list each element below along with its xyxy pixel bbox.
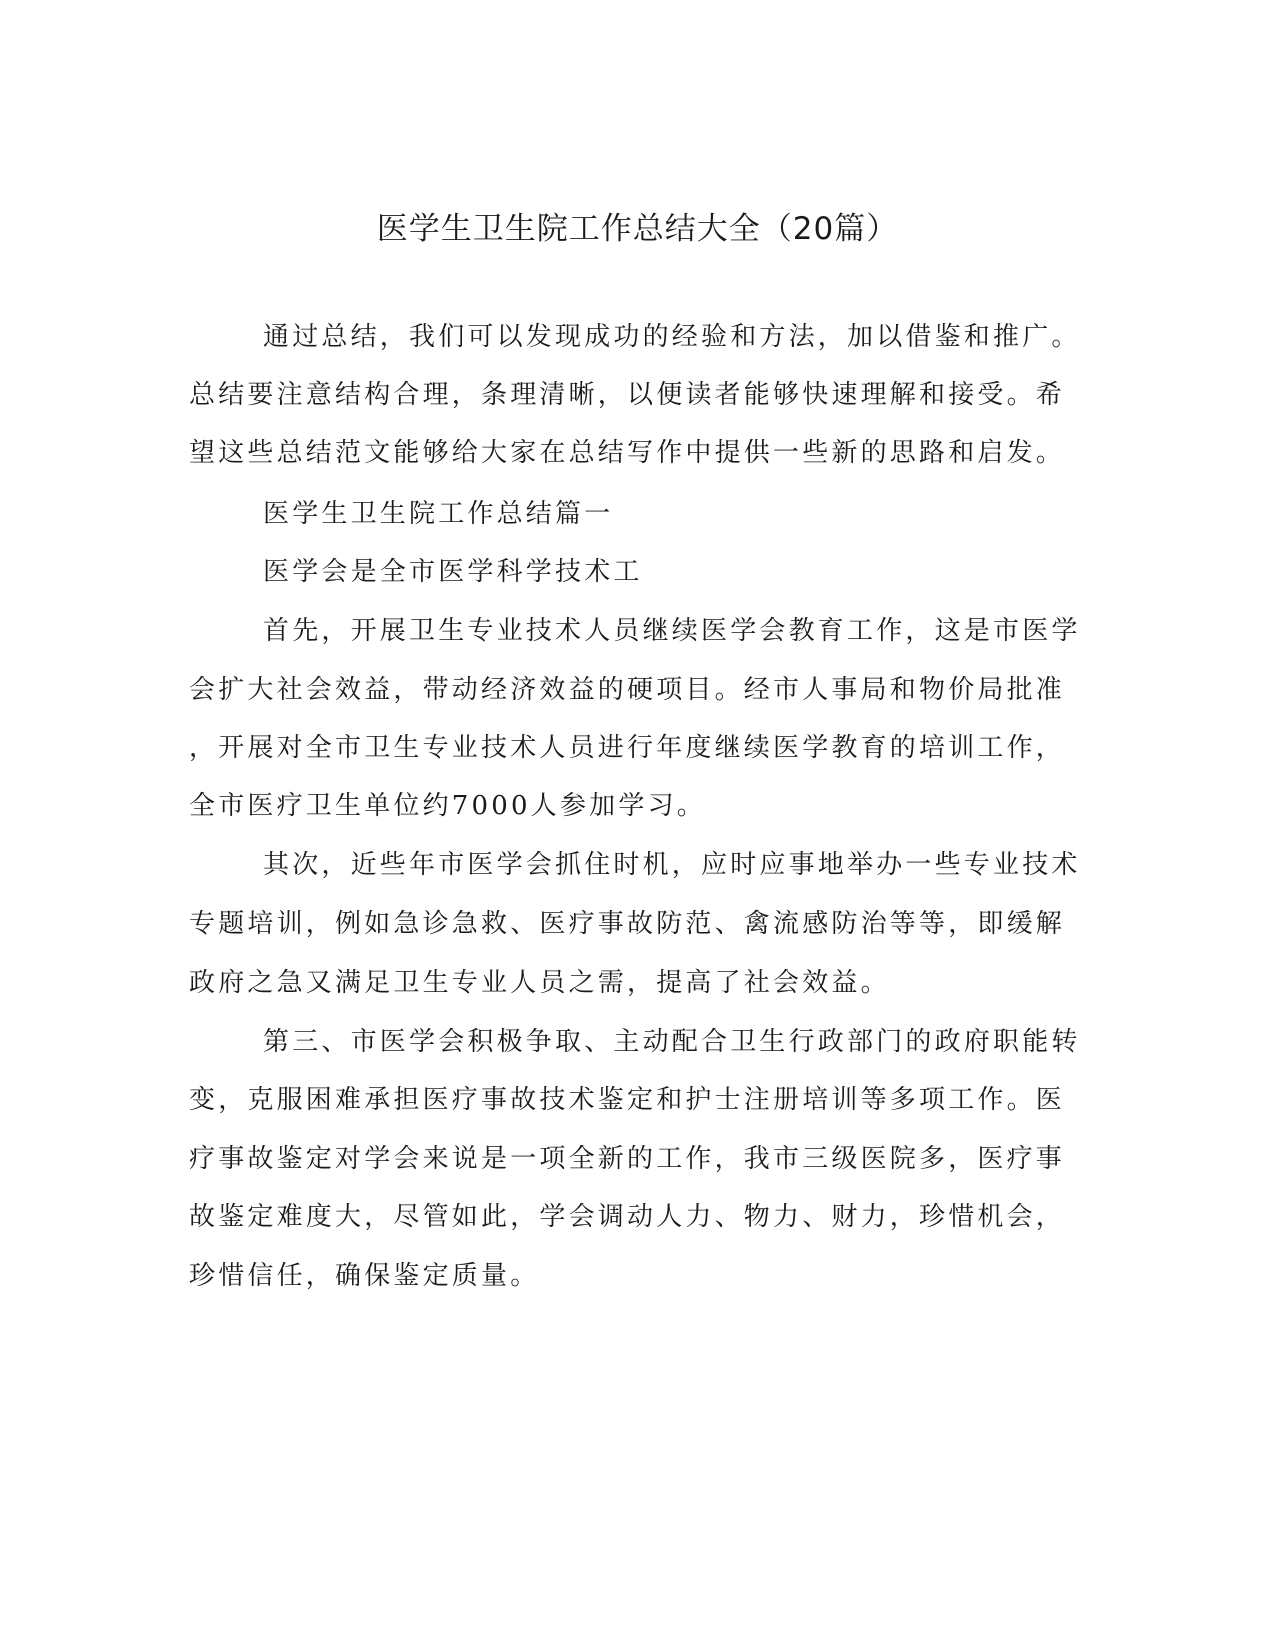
document-title: 医学生卫生院工作总结大全（20篇） [376, 211, 899, 247]
paragraph-3-line-4: 故鉴定难度大，尽管如此，学会调动人力、物力、财力，珍惜机会， [189, 1202, 1066, 1232]
paragraph-3-line-2: 变，克服困难承担医疗事故技术鉴定和护士注册培训等多项工作。医 [189, 1085, 1066, 1115]
intro-line-3: 望这些总结范文能够给大家在总结写作中提供一些新的思路和启发。 [189, 438, 1066, 468]
paragraph-3-line-3: 疗事故鉴定对学会来说是一项全新的工作，我市三级医院多，医疗事 [189, 1144, 1066, 1174]
section-intro: 医学会是全市医学科学技术工 [263, 557, 643, 587]
paragraph-3-line-5: 珍惜信任，确保鉴定质量。 [189, 1261, 540, 1291]
paragraph-1-line-4: 全市医疗卫生单位约7000人参加学习。 [189, 791, 706, 821]
paragraph-2-line-3: 政府之急又满足卫生专业人员之需，提高了社会效益。 [189, 968, 890, 998]
paragraph-3-line-1: 第三、市医学会积极争取、主动配合卫生行政部门的政府职能转 [263, 1027, 1081, 1057]
intro-line-2: 总结要注意结构合理，条理清晰，以便读者能够快速理解和接受。希 [189, 380, 1066, 410]
paragraph-2-line-2: 专题培训，例如急诊急救、医疗事故防范、禽流感防治等等，即缓解 [189, 909, 1066, 939]
intro-line-1: 通过总结，我们可以发现成功的经验和方法，加以借鉴和推广。 [263, 322, 1081, 352]
paragraph-1-line-3: ，开展对全市卫生专业技术人员进行年度继续医学教育的培训工作， [189, 733, 1066, 763]
paragraph-1-line-1: 首先，开展卫生专业技术人员继续医学会教育工作，这是市医学 [263, 616, 1081, 646]
paragraph-1-line-2: 会扩大社会效益，带动经济效益的硬项目。经市人事局和物价局批准 [189, 675, 1066, 705]
section-heading: 医学生卫生院工作总结篇一 [263, 499, 614, 529]
paragraph-2-line-1: 其次，近些年市医学会抓住时机，应时应事地举办一些专业技术 [263, 850, 1081, 880]
